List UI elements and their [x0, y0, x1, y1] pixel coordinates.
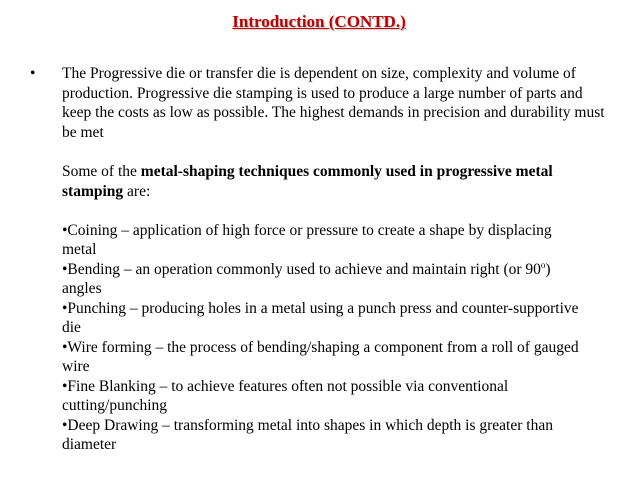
technique-coining: •Coining – application of high force or pressure to create a shape by displacing metal	[62, 221, 552, 258]
main-bullet-text: The Progressive die or transfer die is dependent on size, complexity and volume of production. Progressive die stamping is used to produce a large number of parts and keep the costs as low as possible. The highest demands in precision and durability must be met	[62, 65, 605, 141]
slide-title: Introduction (CONTD.)	[232, 12, 406, 31]
intro-suffix: are:	[123, 182, 151, 200]
technique-wire-forming: •Wire forming – the process of bending/shaping a component from a roll of gauged wire	[62, 338, 579, 375]
bullet-icon: •	[30, 65, 36, 82]
intro-bold: metal-shaping techniques commonly used in progressive metal stamping	[62, 163, 553, 200]
technique-fine-blanking: •Fine Blanking – to achieve features often not possible via conventional cutting/punching	[62, 377, 509, 414]
technique-bending	[62, 260, 582, 299]
techniques-intro	[62, 162, 582, 201]
technique-deep-drawing: •Deep Drawing – transforming metal into shapes in which depth is greater than diameter	[62, 416, 553, 453]
bending-suffix: ) angles	[62, 260, 551, 297]
degree-superscript: o	[540, 259, 546, 270]
bending-text: •Bending – an operation commonly used to achieve and maintain right (or 90	[62, 260, 541, 278]
main-bullet	[30, 64, 605, 142]
technique-punching: •Punching – producing holes in a metal using a punch press and counter-supportive die	[62, 299, 579, 336]
techniques-block	[62, 162, 582, 455]
intro-prefix: Some of the	[62, 163, 141, 180]
